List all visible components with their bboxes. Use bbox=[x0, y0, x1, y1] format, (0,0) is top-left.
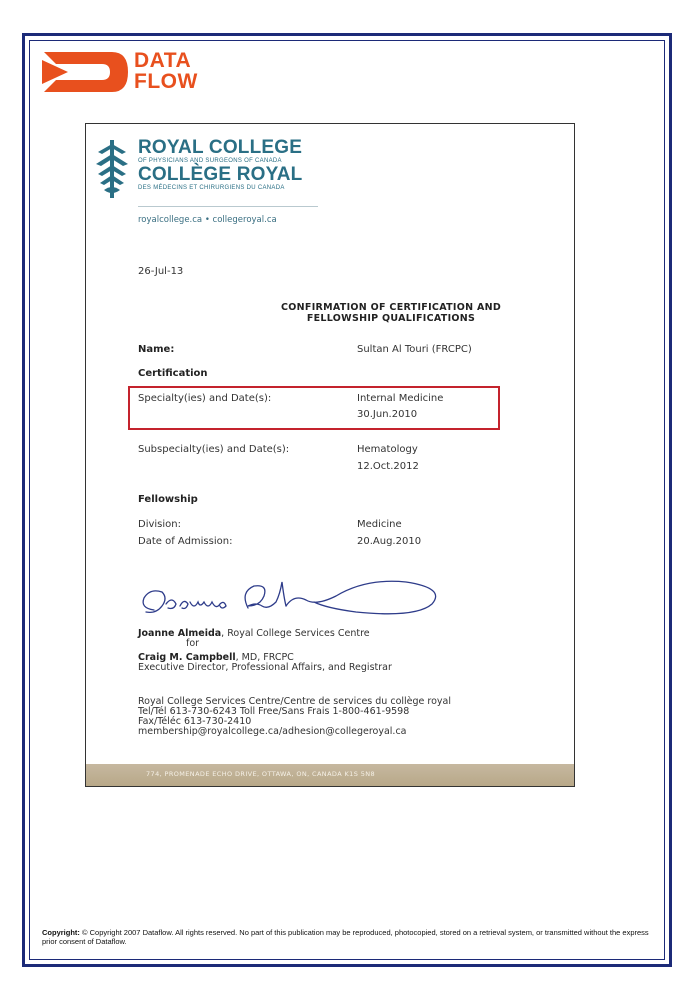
handwritten-signature bbox=[136, 572, 456, 632]
dataflow-wordmark bbox=[134, 50, 198, 92]
dataflow-line2: FLOW bbox=[134, 70, 198, 93]
subspecialty-value: Hematology bbox=[357, 444, 418, 455]
official-credentials: , MD, FRCPC bbox=[235, 652, 294, 663]
letter-title bbox=[281, 302, 501, 324]
specialty-value: Internal Medicine bbox=[357, 393, 444, 404]
certification-heading: Certification bbox=[138, 368, 208, 379]
specialty-label: Specialty(ies) and Date(s): bbox=[138, 393, 272, 404]
fellowship-heading: Fellowship bbox=[138, 494, 198, 505]
official-name: Craig M. Campbell bbox=[138, 652, 236, 663]
letterhead-line3: COLLÈGE ROYAL bbox=[138, 164, 303, 185]
letterhead-website: royalcollege.ca • collegeroyal.ca bbox=[138, 215, 277, 225]
specialty-date: 30.Jun.2010 bbox=[357, 409, 418, 420]
admission-value: 20.Aug.2010 bbox=[357, 536, 422, 547]
signer-for: for bbox=[186, 638, 200, 649]
dataflow-mark-icon bbox=[42, 52, 128, 92]
letter-date: 26-Jul-13 bbox=[138, 266, 184, 277]
letterhead-line1: ROYAL COLLEGE bbox=[138, 137, 303, 158]
royal-college-crest-icon bbox=[94, 138, 130, 200]
dataflow-line1: DATA bbox=[134, 49, 192, 72]
letter-title-line2: FELLOWSHIP QUALIFICATIONS bbox=[306, 313, 476, 324]
letterhead-title bbox=[138, 138, 302, 192]
contact-line2: Tel/Tél 613-730-6243 Toll Free/Sans Frais 1-800-461-9598 bbox=[138, 706, 410, 717]
contact-line4: membership@royalcollege.ca/adhesion@collegeroyal.ca bbox=[138, 726, 407, 737]
admission-label: Date of Admission: bbox=[138, 536, 233, 547]
division-value: Medicine bbox=[357, 519, 402, 530]
letterhead-line4: DES MÉDECINS ET CHIRURGIENS DU CANADA bbox=[138, 185, 285, 191]
division-label: Division: bbox=[138, 519, 181, 530]
certificate-letter bbox=[85, 123, 575, 787]
subspecialty-date: 12.Oct.2012 bbox=[357, 461, 419, 472]
copyright-label: Copyright: bbox=[42, 928, 80, 937]
copyright-notice bbox=[42, 928, 652, 946]
official-title: Executive Director, Professional Affairs, and Registrar bbox=[138, 662, 392, 673]
letterhead-line2: OF PHYSICIANS AND SURGEONS OF CANADA bbox=[138, 158, 282, 164]
letter-footer-address: 774, PROMENADE ECHO DRIVE, OTTAWA, ON, CANADA K1S 5N8 bbox=[146, 770, 376, 778]
letter-title-line1: CONFIRMATION OF CERTIFICATION AND bbox=[281, 302, 502, 313]
signer-affiliation: , Royal College Services Centre bbox=[221, 628, 370, 639]
dataflow-logo bbox=[42, 48, 222, 98]
signer-name: Joanne Almeida bbox=[138, 628, 222, 639]
contact-line3: Fax/Téléc 613-730-2410 bbox=[138, 716, 252, 727]
name-label: Name: bbox=[138, 344, 175, 355]
signer-line bbox=[138, 629, 370, 639]
copyright-text: © Copyright 2007 Dataflow. All rights reserved. No part of this publication may be reproduced, photocopied, stored on a retrieval system, or transmitted without the express prior consent of Dataflow. bbox=[42, 928, 649, 946]
name-value: Sultan Al Touri (FRCPC) bbox=[357, 344, 472, 355]
contact-line1: Royal College Services Centre/Centre de services du collège royal bbox=[138, 696, 451, 707]
letterhead-divider bbox=[138, 206, 318, 207]
subspecialty-label: Subspecialty(ies) and Date(s): bbox=[138, 444, 290, 455]
